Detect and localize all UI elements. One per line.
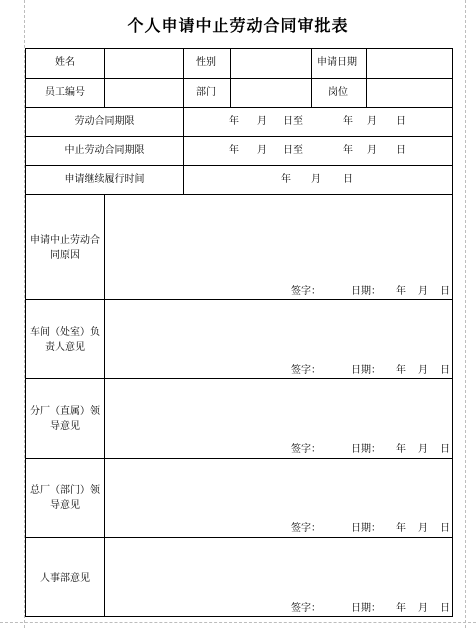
year-text: 年: [396, 444, 406, 455]
year-text: 年: [396, 365, 406, 376]
day-text: 日: [440, 523, 450, 534]
year-text: 年: [396, 523, 406, 534]
label-employee-id: 员工编号: [45, 87, 85, 98]
year-text: 年: [229, 145, 239, 156]
month-text: 月: [418, 444, 428, 455]
date-label: 日期：: [351, 603, 381, 614]
year-text: 年: [343, 116, 353, 127]
month-text: 月: [311, 174, 321, 185]
label-resume-time: 申请继续履行时间: [64, 174, 145, 185]
page-title: 个人申请中止劳动合同审批表: [127, 16, 349, 35]
date-label: 日期：: [351, 523, 381, 534]
sign-label: 签字：: [291, 365, 321, 376]
day-to-text: 日至: [283, 116, 303, 127]
day-text: 日: [440, 286, 450, 297]
month-text: 月: [418, 365, 428, 376]
day-text: 日: [343, 174, 353, 185]
section-label-headquarters: 总厂（部门）领导意见: [30, 485, 100, 511]
label-contract-period: 劳动合同期限: [74, 116, 135, 127]
day-text: 日: [396, 145, 406, 156]
month-text: 月: [367, 145, 377, 156]
label-name: 姓名: [55, 57, 75, 68]
month-text: 月: [418, 286, 428, 297]
year-text: 年: [396, 286, 406, 297]
section-label-branch: 分厂（直属）领导意见: [30, 406, 100, 432]
month-text: 月: [418, 523, 428, 534]
label-apply-date: 申请日期: [317, 57, 357, 68]
section-label-hr: 人事部意见: [40, 573, 90, 584]
sheet-gridline: [465, 0, 466, 628]
label-gender: 性别: [196, 57, 216, 68]
day-text: 日: [440, 444, 450, 455]
sign-label: 签字：: [291, 603, 321, 614]
section-label-reason: 申请中止劳动合同原因: [30, 235, 100, 261]
year-text: 年: [281, 174, 291, 185]
day-text: 日: [440, 603, 450, 614]
year-text: 年: [229, 116, 239, 127]
label-department: 部门: [196, 87, 216, 98]
month-text: 月: [257, 145, 267, 156]
sign-label: 签字：: [291, 523, 321, 534]
sign-label: 签字：: [291, 444, 321, 455]
day-text: 日: [396, 116, 406, 127]
sheet-gridline: [0, 622, 476, 623]
year-text: 年: [396, 603, 406, 614]
date-label: 日期：: [351, 286, 381, 297]
date-label: 日期：: [351, 365, 381, 376]
label-position: 岗位: [328, 87, 348, 98]
month-text: 月: [367, 116, 377, 127]
date-label: 日期：: [351, 444, 381, 455]
section-label-workshop: 车间（处室）负责人意见: [30, 327, 100, 353]
day-to-text: 日至: [283, 145, 303, 156]
day-text: 日: [440, 365, 450, 376]
label-suspension-period: 中止劳动合同期限: [64, 145, 145, 156]
month-text: 月: [418, 603, 428, 614]
month-text: 月: [257, 116, 267, 127]
sign-label: 签字：: [291, 286, 321, 297]
year-text: 年: [343, 145, 353, 156]
